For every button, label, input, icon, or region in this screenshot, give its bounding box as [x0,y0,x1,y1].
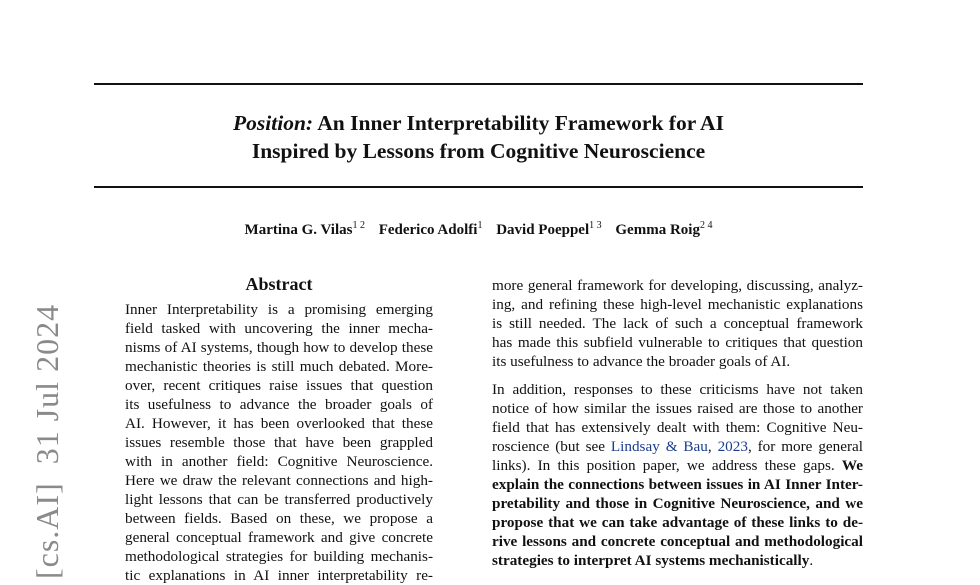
body-line: notice of how similar the issues raised are those to another [492,400,863,417]
body-line: field that has extensively dealt with them: Cognitive Neu- [492,419,863,436]
bold-body-line: propose that we can take advantage of these links to de- [492,514,863,531]
author-affiliation: 1 2 [352,220,365,231]
abstract-heading: Abstract [245,274,313,294]
abstract-line: nisms of AI systems, though how to develop these [125,339,433,356]
title-position-label: Position: [233,111,314,135]
author-affiliation: 2 4 [699,220,713,231]
body-line: more general framework for developing, discussing, analyz- [492,277,863,294]
citation-link-year[interactable]: 2023 [717,438,748,455]
abstract-line: field tasked with uncovering the inner mecha- [125,320,433,337]
paper-title-line-2: Inspired by Lessons from Cognitive Neuroscience [251,139,706,163]
body-line-final [492,551,863,570]
arxiv-side-stamp [28,304,66,579]
body-line: ing, and refining these high-level mechanistic explanations [492,296,863,313]
bold-text: strategies to interpret AI systems mechanistically [492,552,810,569]
author-list [94,220,863,240]
bold-body-line: rive lessons and concrete conceptual and methodological [492,533,863,550]
author-name: David Poeppel [496,222,590,238]
body-line: In addition, responses to these criticisms have not taken [492,381,863,398]
abstract-line: mechanistic theories is still much debated. More- [125,358,433,375]
body-text: roscience (but see [492,438,611,455]
abstract-line: Inner Interpretability is a promising emerging [125,301,433,318]
abstract-line: with in another field: Cognitive Neuroscience. [125,453,433,470]
title-bottom-rule [94,186,863,188]
abstract-line: its usefulness to advance the broader goals of [125,396,433,413]
arxiv-date: 31 Jul 2024 [29,303,65,465]
author-roig [615,222,712,238]
abstract-line: issues resemble those that have been grappled [125,434,433,451]
abstract-line: between fields. Based on these, we propose a [125,510,433,527]
author-poeppel [496,222,601,238]
author-affiliation: 1 3 [589,220,602,231]
body-line: has made this subfield vulnerable to critiques that question [492,334,863,351]
abstract-line: over, recent critiques raise issues that question [125,377,433,394]
bold-body-line: explain the connections between issues in AI Inner Inter- [492,476,863,493]
title-top-rule [94,83,863,85]
body-line: is still needed. The lack of such a conceptual framework [492,315,863,332]
body-text: links). In this position paper, we address these gaps. [492,457,842,474]
body-line-with-citation [492,437,863,456]
body-line: its usefulness to advance the broader goals of AI. [492,353,791,370]
abstract-line: tic explanations in AI inner interpretability re- [125,567,433,584]
abstract-line: methodological strategies for building mechanis- [125,548,433,565]
author-name: Martina G. Vilas [244,222,353,238]
abstract-line: AI. However, it has been overlooked that these [125,415,433,432]
bold-body-line: pretability and those in Cognitive Neuroscience, and we [492,495,863,512]
author-name: Gemma Roig [615,222,700,238]
arxiv-category: [cs.AI] [29,482,65,579]
citation-link-lindsay-bau[interactable]: Lindsay & Bau [610,438,708,455]
body-line [492,456,863,475]
body-text: , [707,438,718,455]
author-name: Federico Adolfi [378,222,478,238]
author-affiliation: 1 [477,220,483,231]
paper-title-line-1 [94,109,863,137]
abstract-line: Here we draw the relevant connections and high- [125,472,433,489]
body-text: , for more general [747,438,864,455]
author-adolfi [379,222,483,238]
author-vilas [245,222,365,238]
bold-text: We [841,457,863,474]
abstract-line: general conceptual framework and give concrete [125,529,433,546]
abstract-line: light lessons that can be transferred productively [125,491,433,508]
body-text: . [809,552,814,569]
title-line-1-text: An Inner Interpretability Framework for AI [313,111,724,135]
